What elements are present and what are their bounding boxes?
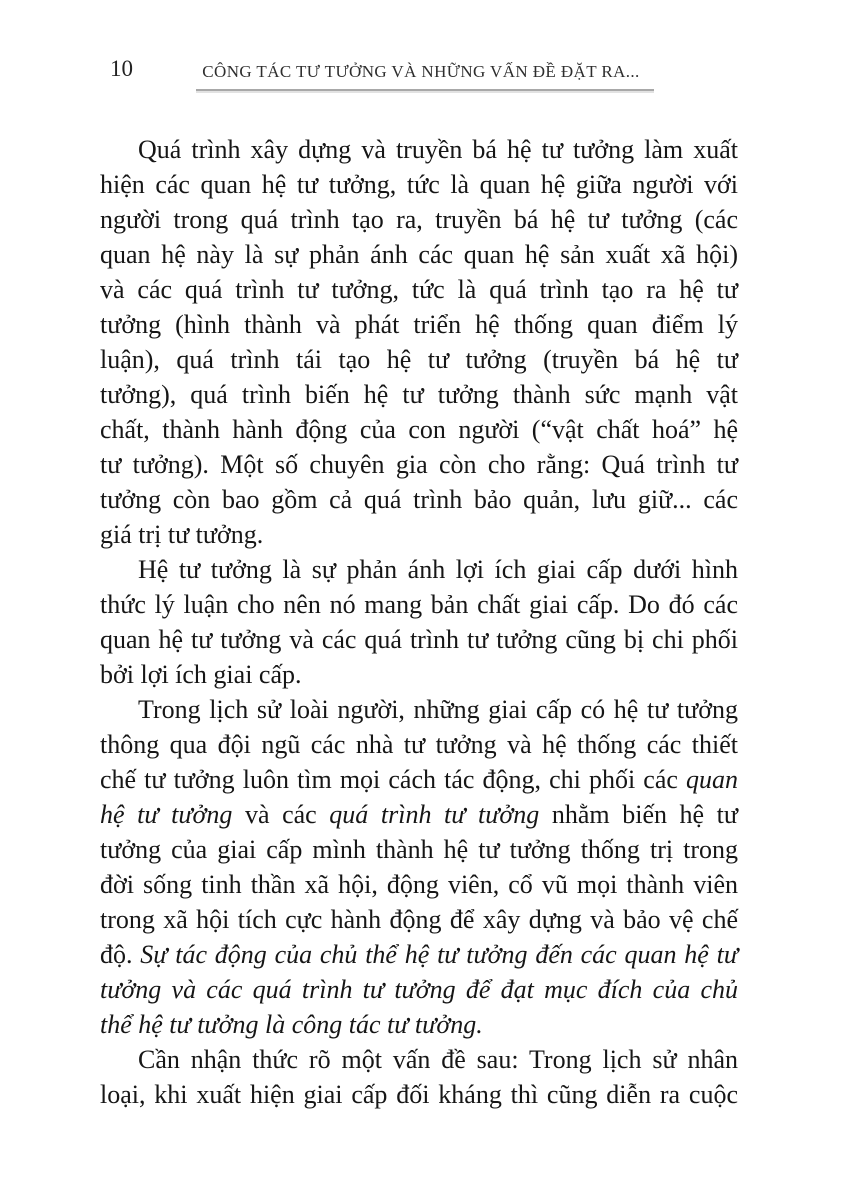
text-segment: Trong lịch sử loài người, những giai cấp có hệ tư tưởng <box>138 695 738 724</box>
text-line <box>100 937 738 972</box>
text-segment: Hệ tư tưởng là sự phản ánh lợi ích giai cấp dưới hình <box>138 555 738 584</box>
text-segment: thông qua đội ngũ các nhà tư tưởng và hệ thống các thiết <box>100 730 738 759</box>
paragraph <box>100 692 738 1042</box>
text-line <box>100 307 738 342</box>
text-segment: tưởng còn bao gồm cả quá trình bảo quản, lưu giữ... các <box>100 485 738 514</box>
text-line <box>100 1077 738 1112</box>
text-line <box>100 132 738 167</box>
text-line <box>100 552 738 587</box>
text-line <box>100 657 738 692</box>
text-line <box>100 272 738 307</box>
paragraph <box>100 552 738 692</box>
text-segment: nhằm biến hệ tư <box>539 800 738 829</box>
italic-text-segment: thể hệ tư tưởng là công tác tư tưởng. <box>100 1010 483 1039</box>
page-number: 10 <box>110 56 133 81</box>
italic-text-segment: Sự tác động của chủ thể hệ tư tưởng đến các quan hệ tư <box>140 940 739 969</box>
text-segment: quan hệ tư tưởng và các quá trình tư tưởng cũng bị chi phối <box>100 625 738 654</box>
text-segment: đời sống tinh thần xã hội, động viên, cổ vũ mọi thành viên <box>100 870 738 899</box>
text-segment: giá trị tư tưởng. <box>100 520 264 549</box>
page-body <box>100 132 738 1112</box>
text-segment: loại, khi xuất hiện giai cấp đối kháng thì cũng diễn ra cuộc <box>100 1080 738 1109</box>
text-segment: Quá trình xây dựng và truyền bá hệ tư tưởng làm xuất <box>138 135 738 164</box>
text-segment: tưởng (hình thành và phát triển hệ thống quan điểm lý <box>100 310 738 339</box>
text-segment: hiện các quan hệ tư tưởng, tức là quan hệ giữa người với <box>100 170 738 199</box>
text-segment: độ. <box>100 940 141 969</box>
text-segment: quan hệ này là sự phản ánh các quan hệ sản xuất xã hội) <box>100 240 738 269</box>
text-line <box>100 412 738 447</box>
text-line <box>100 202 738 237</box>
text-segment: thức lý luận cho nên nó mang bản chất giai cấp. Do đó các <box>100 590 738 619</box>
text-line <box>100 762 738 797</box>
text-segment: người trong quá trình tạo ra, truyền bá hệ tư tưởng (các <box>100 205 738 234</box>
text-line <box>100 832 738 867</box>
text-segment: chất, thành hành động của con người (“vật chất hoá” hệ <box>100 415 738 444</box>
text-segment: Cần nhận thức rõ một vấn đề sau: Trong lịch sử nhân <box>138 1045 738 1074</box>
text-line <box>100 902 738 937</box>
text-segment: luận), quá trình tái tạo hệ tư tưởng (truyền bá hệ tư <box>100 345 738 374</box>
text-line <box>100 517 738 552</box>
running-header-title: CÔNG TÁC TƯ TƯỞNG VÀ NHỮNG VẤN ĐỀ ĐẶT RA... <box>202 62 640 81</box>
italic-text-segment: hệ tư tưởng <box>100 800 233 829</box>
text-line <box>100 727 738 762</box>
text-segment: tư tưởng). Một số chuyên gia còn cho rằng: Quá trình tư <box>100 450 738 479</box>
text-line <box>100 692 738 727</box>
text-segment: bởi lợi ích giai cấp. <box>100 660 302 689</box>
text-line <box>100 797 738 832</box>
text-line <box>100 622 738 657</box>
paragraph <box>100 1042 738 1112</box>
text-segment: tưởng), quá trình biến hệ tư tưởng thành sức mạnh vật <box>100 380 738 409</box>
text-segment: tưởng của giai cấp mình thành hệ tư tưởng thống trị trong <box>100 835 738 864</box>
header-rule <box>196 89 654 91</box>
text-line <box>100 587 738 622</box>
text-line <box>100 867 738 902</box>
text-line <box>100 972 738 1007</box>
text-segment: và các <box>232 800 330 829</box>
italic-text-segment: quá trình tư tưởng <box>329 800 540 829</box>
text-line <box>100 342 738 377</box>
text-line <box>100 1007 738 1042</box>
italic-text-segment: quan <box>686 765 738 794</box>
text-line <box>100 482 738 517</box>
italic-text-segment: tưởng và các quá trình tư tưởng để đạt mục đích của chủ <box>100 975 738 1004</box>
text-segment: chế tư tưởng luôn tìm mọi cách tác động, chi phối các <box>100 765 686 794</box>
paragraph <box>100 132 738 552</box>
text-segment: trong xã hội tích cực hành động để xây dựng và bảo vệ chế <box>100 905 738 934</box>
text-segment: và các quá trình tư tưởng, tức là quá trình tạo ra hệ tư <box>100 275 738 304</box>
text-line <box>100 377 738 412</box>
text-line <box>100 237 738 272</box>
text-line <box>100 167 738 202</box>
text-line <box>100 447 738 482</box>
text-line <box>100 1042 738 1077</box>
